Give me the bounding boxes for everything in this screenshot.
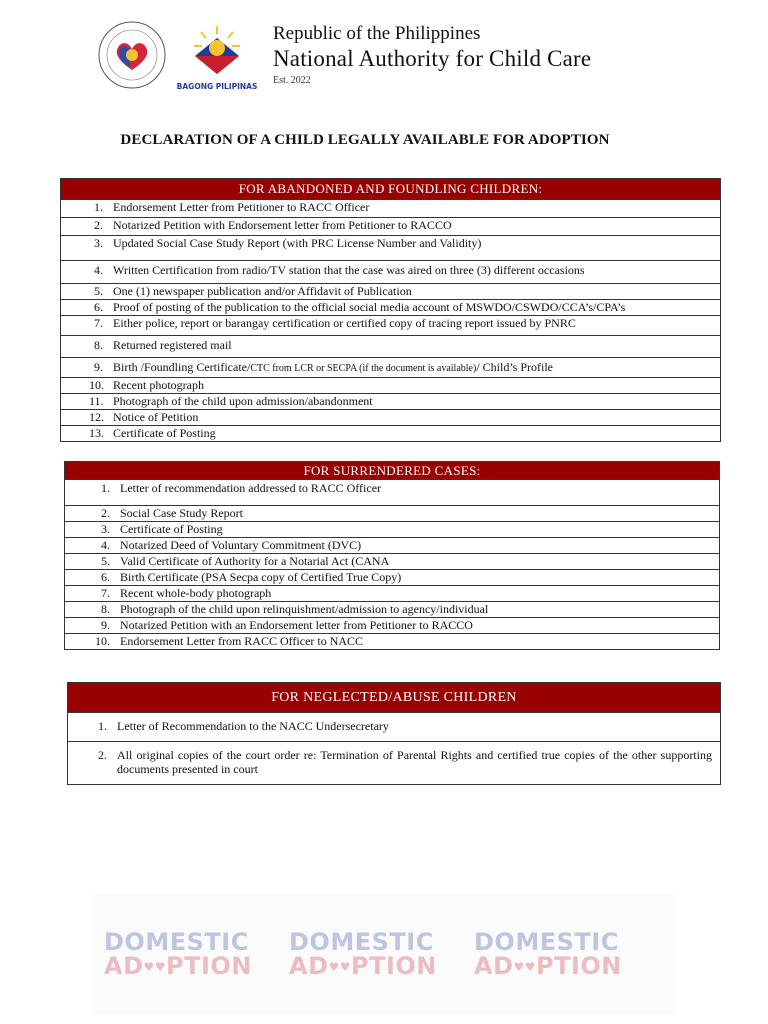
list-item: 9. Notarized Petition with an Endorsement letter from Petitioner to RACCO	[65, 618, 720, 634]
list-item: 3. Updated Social Case Study Report (with PRC License Number and Validity)	[61, 236, 721, 261]
section-heading: FOR NEGLECTED/ABUSE CHILDREN	[68, 683, 721, 713]
list-item: 10. Endorsement Letter from RACC Officer to NACC	[65, 634, 720, 650]
list-item: 2. Social Case Study Report	[65, 506, 720, 522]
heart-icon: ♥♥	[513, 960, 537, 974]
nacc-seal-logo	[97, 20, 167, 90]
list-item: 1. Letter of recommendation addressed to RACC Officer	[65, 480, 720, 506]
list-item: 7. Either police, report or barangay certification or certified copy of tracing report issued by PNRC	[61, 316, 721, 336]
neglected-requirements-table	[67, 682, 721, 785]
list-item: 10. Recent photograph	[61, 378, 721, 394]
list-item: 12. Notice of Petition	[61, 410, 721, 426]
domestic-adoption-watermark: DOMESTIC AD♥♥PTION	[289, 928, 437, 980]
domestic-adoption-watermark: DOMESTIC AD♥♥PTION	[474, 928, 622, 980]
list-item: 11. Photograph of the child upon admission/abandonment	[61, 394, 721, 410]
list-item: 8. Returned registered mail	[61, 336, 721, 358]
list-item: 2. Notarized Petition with Endorsement letter from Petitioner to RACCO	[61, 218, 721, 236]
bagong-pilipinas-logo	[177, 18, 257, 92]
republic-heading: Republic of the Philippines	[273, 23, 481, 44]
list-item: 1. Endorsement Letter from Petitioner to RACC Officer	[61, 200, 721, 218]
agency-name: National Authority for Child Care	[273, 46, 592, 71]
surrendered-requirements-table	[64, 461, 720, 650]
list-item: 4. Written Certification from radio/TV station that the case was aired on three (3) different occasions	[61, 261, 721, 284]
document-title: DECLARATION OF A CHILD LEGALLY AVAILABLE FOR ADOPTION	[120, 132, 610, 148]
list-item: 1. Letter of Recommendation to the NACC Undersecretary	[68, 713, 721, 742]
abandoned-requirements-table	[60, 178, 721, 442]
domestic-adoption-watermark: DOMESTIC AD♥♥PTION	[104, 928, 252, 980]
list-item: 2. All original copies of the court order re: Termination of Parental Rights and certified true copies of the other supporting documents presented in court	[68, 742, 721, 785]
svg-text:BAGONG PILIPINAS: BAGONG PILIPINAS	[177, 82, 257, 91]
list-item: 13. Certificate of Posting	[61, 426, 721, 442]
list-item: 3. Certificate of Posting	[65, 522, 720, 538]
heart-icon: ♥♥	[143, 960, 167, 974]
list-item: 6. Proof of posting of the publication to the official social media account of MSWDO/CSWDO/CCA’s/CPA’s	[61, 300, 721, 316]
list-item: 4. Notarized Deed of Voluntary Commitment (DVC)	[65, 538, 720, 554]
list-item: 9. Birth /Foundling Certificate/CTC from LCR or SECPA (if the document is available)/ Child’s Profile	[61, 358, 721, 378]
established-year: Est. 2022	[273, 75, 311, 86]
list-item: 7. Recent whole-body photograph	[65, 586, 720, 602]
heart-icon: ♥♥	[328, 960, 352, 974]
list-item: 6. Birth Certificate (PSA Secpa copy of Certified True Copy)	[65, 570, 720, 586]
list-item: 8. Photograph of the child upon relinquishment/admission to agency/individual	[65, 602, 720, 618]
section-heading: FOR ABANDONED AND FOUNDLING CHILDREN:	[61, 179, 721, 200]
section-heading: FOR SURRENDERED CASES:	[65, 462, 720, 480]
list-item: 5. One (1) newspaper publication and/or Affidavit of Publication	[61, 284, 721, 300]
list-item: 5. Valid Certificate of Authority for a Notarial Act (CANA	[65, 554, 720, 570]
